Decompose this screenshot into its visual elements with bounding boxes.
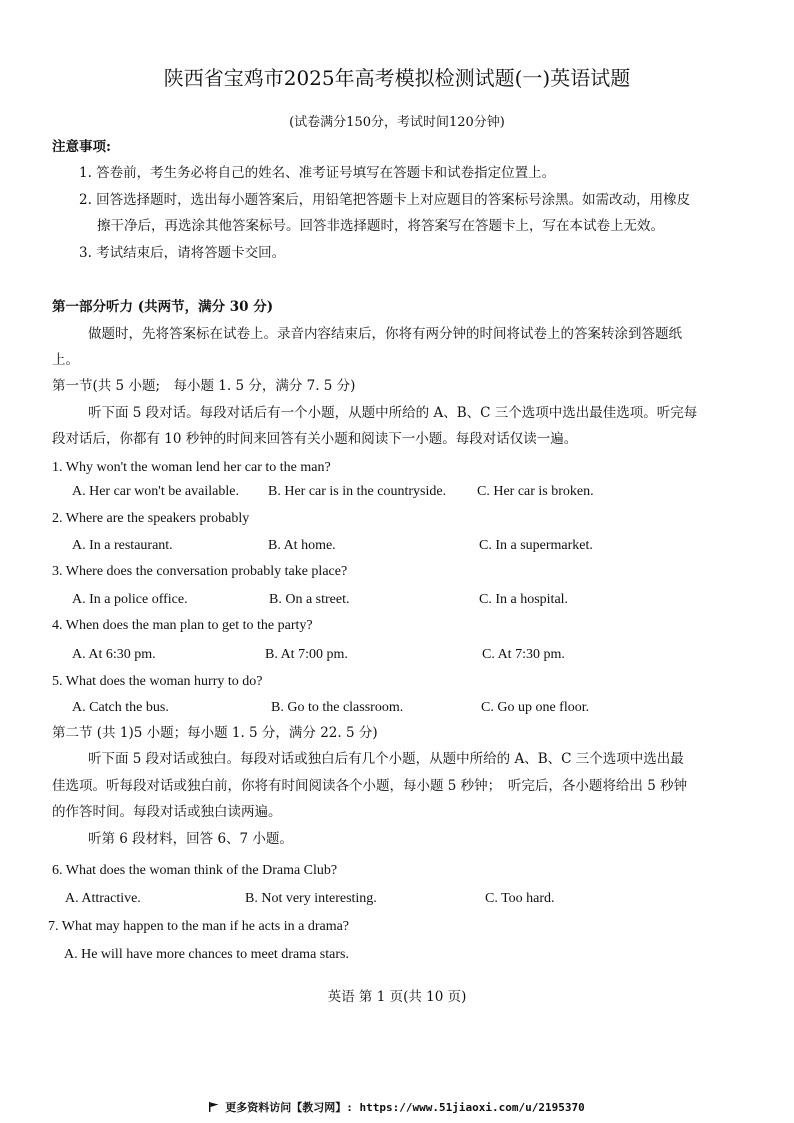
question-7-option-a: A. He will have more chances to meet drama stars.	[64, 947, 349, 962]
question-2-option-b: B. At home.	[268, 538, 336, 553]
question-6-option-b: B. Not very interesting.	[245, 891, 377, 906]
question-6-option-a: A. Attractive.	[65, 891, 141, 906]
question-1-option-c: C. Her car is broken.	[477, 484, 594, 499]
part1-heading: 第一部分听力 (共两节，满分 30 分)	[52, 299, 274, 315]
question-4-stem: 4. When does the man plan to get to the party?	[52, 618, 313, 633]
exam-title: 陕西省宝鸡市2025年高考模拟检测试题(一)英语试题	[163, 66, 631, 90]
question-3-option-b: B. On a street.	[269, 592, 350, 607]
section1-heading: 第一节(共 5 小题; 每小题 1. 5 分，满分 7. 5 分)	[52, 378, 356, 394]
section2-material: 听第 6 段材料，回答 6、7 小题。	[88, 831, 293, 847]
exam-subtitle: (试卷满分150分，考试时间120分钟)	[289, 115, 505, 130]
question-1-option-a: A. Her car won't be available.	[72, 484, 239, 499]
banner-link-text[interactable]: 更多资料访问【教习网】: https://www.51jiaoxi.com/u/2195370	[225, 1101, 585, 1114]
section2-intro-line3: 的作答时间。每段对话或独白读两遍。	[52, 804, 282, 820]
question-4-option-c: C. At 7:30 pm.	[482, 647, 565, 662]
notice-item-2-cont: 擦干净后，再选涂其他答案标号。回答非选择题时，将答案写在答题卡上，写在本试卷上无效。	[97, 218, 664, 234]
question-1-option-b: B. Her car is in the countryside.	[268, 484, 447, 499]
question-2-stem: 2. Where are the speakers probably	[52, 511, 250, 526]
question-5-option-c: C. Go up one floor.	[481, 700, 590, 715]
resource-banner[interactable]	[0, 1099, 794, 1115]
question-2-option-a: A. In a restaurant.	[72, 538, 173, 553]
question-1-stem: 1. Why won't the woman lend her car to the man?	[52, 460, 331, 475]
question-5-stem: 5. What does the woman hurry to do?	[52, 674, 263, 689]
section2-intro-line2: 佳选项。听每段对话或独白前，你将有时间阅读各个小题，每小题 5 秒钟； 听完后，各小题将给出 5 秒钟	[52, 778, 688, 794]
section2-heading: 第二节 (共 1)5 小题；每小题 1. 5 分，满分 22. 5 分)	[52, 725, 378, 741]
question-6-option-c: C. Too hard.	[485, 891, 555, 906]
notice-item-3: 3. 考试结束后，请将答题卡交回。	[79, 245, 286, 261]
question-5-option-a: A. Catch the bus.	[72, 700, 169, 715]
page-footer: 英语 第 1 页(共 10 页)	[327, 989, 467, 1005]
section1-intro-line2: 段对话后，你都有 10 秒钟的时间来回答有关小题和阅读下一小题。每段对话仅读一遍。	[52, 431, 578, 447]
question-7-stem: 7. What may happen to the man if he acts in a drama?	[48, 919, 350, 934]
question-4-option-a: A. At 6:30 pm.	[72, 647, 156, 662]
question-6-stem: 6. What does the woman think of the Drama Club?	[52, 863, 338, 878]
question-3-option-a: A. In a police office.	[72, 592, 188, 607]
part1-intro-line1: 做题时，先将答案标在试卷上。录音内容结束后，你将有两分钟的时间将试卷上的答案转涂到答题纸	[88, 326, 682, 342]
question-5-option-b: B. Go to the classroom.	[271, 700, 404, 715]
part1-intro-line2: 上。	[52, 352, 79, 368]
notice-item-1: 1. 答卷前，考生务必将自己的姓名、准考证号填写在答题卡和试卷指定位置上。	[79, 165, 556, 181]
notice-heading: 注意事项:	[52, 139, 111, 155]
question-4-option-b: B. At 7:00 pm.	[265, 647, 348, 662]
question-3-stem: 3. Where does the conversation probably take place?	[52, 564, 348, 579]
question-3-option-c: C. In a hospital.	[479, 592, 569, 607]
question-2-option-c: C. In a supermarket.	[479, 538, 593, 553]
notice-item-2: 2. 回答选择题时，选出每小题答案后，用铅笔把答题卡上对应题目的答案标号涂黑。如需改动，用橡皮	[79, 192, 691, 208]
flag-icon	[209, 1102, 219, 1112]
section1-intro-line1: 听下面 5 段对话。每段对话后有一个小题，从题中所给的 A、B、C 三个选项中选出最佳选项。听完每	[88, 405, 698, 421]
section2-intro-line1: 听下面 5 段对话或独白。每段对话或独白后有几个小题，从题中所给的 A、B、C 三个选项中选出最	[88, 751, 684, 767]
